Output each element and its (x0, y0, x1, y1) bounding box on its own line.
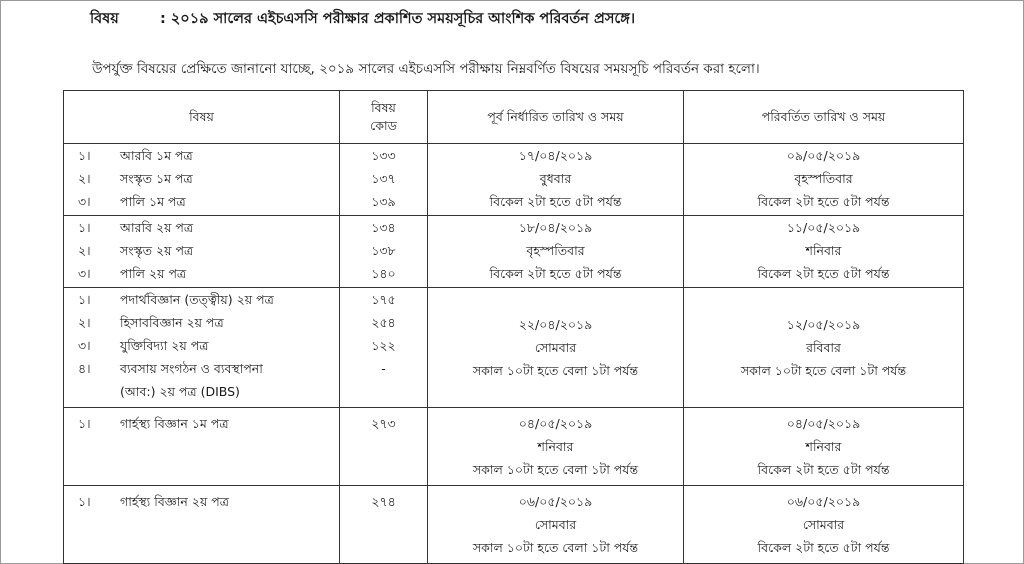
subject-line (90, 8, 635, 32)
table-row (64, 408, 964, 486)
header-new: পরিবর্তিত তারিখ ও সময় (684, 91, 964, 144)
header-code-line1: বিষয় (371, 100, 396, 115)
previous-time: সকাল ১০টা হতে বেলা ১টা পর্যন্ত (472, 363, 639, 378)
table-row (64, 144, 964, 216)
serial-number: ২। (78, 171, 91, 186)
subject-line-item (64, 490, 339, 513)
previous-day: শনিবার (537, 439, 574, 454)
subject-name: যুক্তিবিদ্যা ২য় পত্র (120, 338, 209, 353)
subject-code (340, 380, 427, 403)
subject-name: সংস্কৃত ১ম পত্র (120, 171, 193, 186)
header-previous: পূর্ব নির্ধারিত তারিখ ও সময় (428, 91, 684, 144)
subject-text: : ২০১৯ সালের এইচএসসি পরীক্ষার প্রকাশিত সময়সূচির আংশিক পরিবর্তন প্রসঙ্গে। (160, 11, 636, 27)
serial-number: ৩। (78, 194, 91, 209)
subject-code: ১৩৪ (371, 220, 396, 235)
new-time: বিকেল ২টা হতে ৫টা পর্যন্ত (757, 462, 890, 477)
new-time: বিকেল ২টা হতে ৫টা পর্যন্ত (757, 194, 890, 209)
previous-time: সকাল ১০টা হতে বেলা ১টা পর্যন্ত (472, 540, 639, 555)
new-schedule-cell (684, 486, 964, 564)
subject-line-item (64, 262, 339, 285)
serial-number: ১। (78, 494, 91, 509)
subject-name: পালি ১ম পত্র (120, 194, 186, 209)
subject-line-item (64, 216, 339, 239)
subject-line-item (64, 239, 339, 262)
serial-number: ৪। (78, 361, 91, 376)
subject-line-item (64, 144, 339, 167)
subject-name: পালি ২য় পত্র (120, 266, 187, 281)
new-date: ১১/০৫/২০১৯ (786, 220, 861, 235)
subject-cell (64, 408, 340, 486)
serial-number: ১। (78, 220, 91, 235)
new-day: বৃহস্পতিবার (794, 171, 853, 186)
subject-code: ২৫৪ (371, 315, 396, 330)
previous-date: ০৪/০৫/২০১৯ (518, 416, 593, 431)
table-row (64, 486, 964, 564)
new-date: ০৪/০৫/২০১৯ (786, 416, 861, 431)
new-date: ০৬/০৫/২০১৯ (786, 494, 861, 509)
subject-line-item (64, 380, 339, 403)
header-code-line2: কোড (370, 118, 397, 133)
new-day: শনিবার (805, 439, 842, 454)
intro-paragraph: উপর্যুক্ত বিষয়ের প্রেক্ষিতে জানানো যাচ্ছে, ২০১৯ সালের এইচএসসি পরীক্ষায় নিম্নবর্ণিত বিষয়ের সময়সূচি পরিবর্তন করা হলো। (92, 61, 760, 77)
subject-name: গার্হস্থ্য বিজ্ঞান ১ম পত্র (120, 416, 229, 431)
serial-number: ৩। (78, 338, 91, 353)
previous-day: সোমবার (534, 517, 577, 532)
subject-code: ২৭৩ (371, 416, 396, 431)
new-time: বিকেল ২টা হতে ৫টা পর্যন্ত (757, 266, 890, 281)
subject-code: ১৩৮ (371, 243, 396, 258)
serial-number: ১। (78, 148, 91, 163)
subject-code: ১২২ (371, 338, 396, 353)
subject-code: ১৪০ (371, 266, 396, 281)
subject-line-item (64, 311, 339, 334)
subject-code: ১৭৫ (371, 292, 396, 307)
previous-schedule-cell (428, 144, 684, 216)
new-time: বিকেল ২টা হতে ৫টা পর্যন্ত (757, 540, 890, 555)
subject-name: পদার্থবিজ্ঞান (তত্ত্বীয়) ২য় পত্র (120, 292, 274, 307)
subject-line-item (64, 412, 339, 435)
previous-time: বিকেল ২টা হতে ৫টা পর্যন্ত (489, 266, 622, 281)
subject-code: ১৩৯ (371, 194, 396, 209)
code-cell (340, 408, 428, 486)
header-subject: বিষয় (64, 91, 340, 144)
subject-code: ১৩৩ (371, 148, 396, 163)
subject-code: - (381, 361, 386, 376)
new-time: সকাল ১০টা হতে বেলা ১টা পর্যন্ত (740, 363, 907, 378)
previous-day: বুধবার (539, 171, 572, 186)
subject-code: ২৭৪ (371, 494, 396, 509)
serial-number: ১। (78, 292, 91, 307)
subject-line-item (64, 190, 339, 213)
previous-date: ২২/০৪/২০১৯ (518, 317, 593, 332)
table-row (64, 216, 964, 288)
new-day: শনিবার (805, 243, 842, 258)
new-date: ০৯/০৫/২০১৯ (786, 148, 861, 163)
subject-cell (64, 288, 340, 408)
table-row (64, 288, 964, 408)
previous-schedule-cell (428, 288, 684, 408)
previous-schedule-cell (428, 486, 684, 564)
subject-name: আরবি ২য় পত্র (120, 220, 194, 235)
code-cell (340, 144, 428, 216)
previous-date: ১৭/০৪/২০১৯ (518, 148, 593, 163)
subject-line-item (64, 334, 339, 357)
previous-date: ১৮/০৪/২০১৯ (518, 220, 593, 235)
subject-name: গার্হস্থ্য বিজ্ঞান ২য় পত্র (120, 494, 229, 509)
subject-label: বিষয় (90, 11, 119, 27)
new-schedule-cell (684, 144, 964, 216)
previous-time: সকাল ১০টা হতে বেলা ১টা পর্যন্ত (472, 462, 639, 477)
previous-schedule-cell (428, 216, 684, 288)
subject-cell (64, 216, 340, 288)
previous-day: বৃহস্পতিবার (526, 243, 585, 258)
subject-name: আরবি ১ম পত্র (120, 148, 193, 163)
new-schedule-cell (684, 216, 964, 288)
code-cell (340, 288, 428, 408)
serial-number: ২। (78, 315, 91, 330)
subject-name: হিসাববিজ্ঞান ২য় পত্র (120, 315, 224, 330)
serial-number: ৩। (78, 266, 91, 281)
code-cell (340, 216, 428, 288)
subject-name: সংস্কৃত ২য় পত্র (120, 243, 194, 258)
new-schedule-cell (684, 288, 964, 408)
code-cell (340, 486, 428, 564)
previous-day: সোমবার (534, 340, 577, 355)
new-date: ১২/০৫/২০১৯ (786, 317, 861, 332)
previous-time: বিকেল ২টা হতে ৫টা পর্যন্ত (489, 194, 622, 209)
subject-line-item (64, 167, 339, 190)
new-day: রবিবার (806, 340, 841, 355)
schedule-table (63, 90, 964, 564)
subject-name: (আব:) ২য় পত্র (DIBS) (120, 384, 240, 399)
serial-number: ২। (78, 243, 91, 258)
subject-line-item (64, 288, 339, 311)
previous-schedule-cell (428, 408, 684, 486)
header-code (340, 91, 428, 144)
subject-name: ব্যবসায় সংগঠন ও ব্যবস্থাপনা (120, 361, 263, 376)
subject-cell (64, 144, 340, 216)
serial-number: ১। (78, 416, 91, 431)
subject-line-item (64, 357, 339, 380)
new-schedule-cell (684, 408, 964, 486)
previous-date: ০৬/০৫/২০১৯ (518, 494, 593, 509)
subject-code: ১৩৭ (371, 171, 396, 186)
new-day: সোমবার (802, 517, 845, 532)
table-header-row (64, 91, 964, 144)
subject-cell (64, 486, 340, 564)
